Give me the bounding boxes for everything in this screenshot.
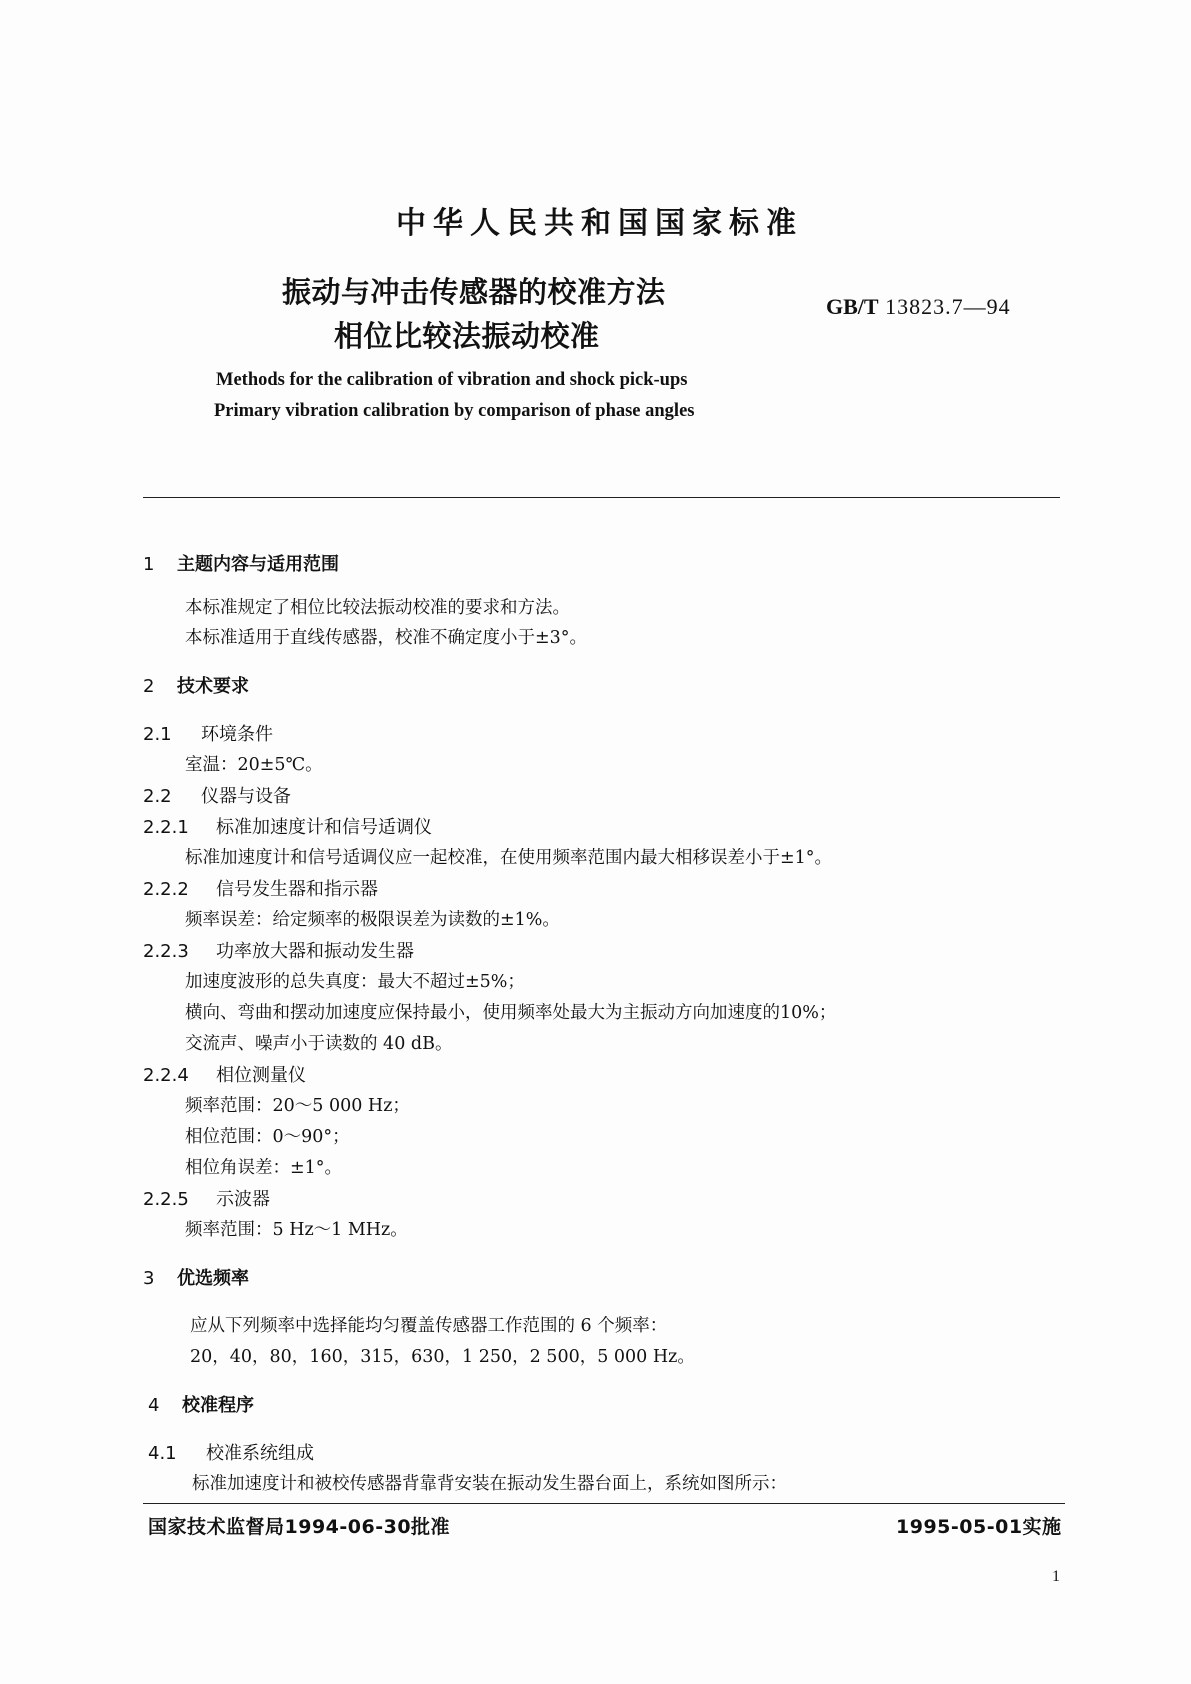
section-2-2-1-heading xyxy=(143,813,432,839)
paragraph: 20，40，80，160，315，630，1 250，2 500，5 000 Hz。 xyxy=(190,1347,695,1367)
section-2-2-5-heading xyxy=(143,1185,270,1211)
paragraph: 标准加速度计和被校传感器背靠背安装在振动发生器台面上，系统如图所示： xyxy=(192,1474,787,1494)
section-title: 优选频率 xyxy=(177,1268,249,1289)
section-number: 2.2.1 xyxy=(143,817,189,838)
section-number: 2.2.5 xyxy=(143,1189,189,1210)
document-title-line2: 相位比较法振动校准 xyxy=(334,319,600,353)
section-4-heading xyxy=(148,1391,254,1417)
section-title: 仪器与设备 xyxy=(201,786,291,807)
standard-code: 13823.7—94 xyxy=(885,294,1011,319)
section-3-heading xyxy=(143,1264,249,1290)
paragraph: 横向、弯曲和摆动加速度应保持最小，使用频率处最大为主振动方向加速度的10%； xyxy=(185,1003,837,1023)
section-number: 1 xyxy=(143,554,155,575)
paragraph: 交流声、噪声小于读数的 40 dB。 xyxy=(185,1034,453,1054)
paragraph: 标准加速度计和信号适调仪应一起校准，在使用频率范围内最大相移误差小于±1°。 xyxy=(185,848,833,868)
paragraph: 频率范围：20～5 000 Hz； xyxy=(185,1096,410,1116)
english-title-line2: Primary vibration calibration by comparison of phase angles xyxy=(214,401,695,421)
header-divider xyxy=(143,497,1060,498)
section-2-2-heading xyxy=(143,782,291,808)
english-title-line1: Methods for the calibration of vibration and shock pick-ups xyxy=(216,370,688,390)
paragraph: 加速度波形的总失真度：最大不超过±5%； xyxy=(185,972,525,992)
standard-number xyxy=(826,294,1011,320)
section-number: 2.1 xyxy=(143,724,172,745)
section-title: 主题内容与适用范围 xyxy=(177,554,339,575)
section-title: 功率放大器和振动发生器 xyxy=(216,941,414,962)
section-2-2-4-heading xyxy=(143,1061,306,1087)
section-number: 4 xyxy=(148,1395,160,1416)
section-title: 环境条件 xyxy=(201,724,273,745)
section-title: 示波器 xyxy=(216,1189,270,1210)
page-number: 1 xyxy=(1052,1568,1060,1585)
section-title: 信号发生器和指示器 xyxy=(216,879,378,900)
section-number: 3 xyxy=(143,1268,155,1289)
paragraph: 本标准规定了相位比较法振动校准的要求和方法。 xyxy=(185,598,570,618)
section-1-heading xyxy=(143,550,339,576)
section-2-2-3-heading xyxy=(143,937,414,963)
paragraph: 频率范围：5 Hz～1 MHz。 xyxy=(185,1220,408,1240)
paragraph: 相位范围：0～90°； xyxy=(185,1127,350,1147)
section-number: 2.2.3 xyxy=(143,941,189,962)
implementation-date: 1995-05-01实施 xyxy=(896,1516,1062,1538)
section-title: 校准系统组成 xyxy=(206,1443,314,1464)
section-title: 标准加速度计和信号适调仪 xyxy=(216,817,432,838)
paragraph: 本标准适用于直线传感器，校准不确定度小于±3°。 xyxy=(185,628,588,648)
footer-divider xyxy=(143,1503,1065,1504)
section-number: 2.2 xyxy=(143,786,172,807)
section-number: 2.2.4 xyxy=(143,1065,189,1086)
section-number: 2 xyxy=(143,676,155,697)
paragraph: 应从下列频率中选择能均匀覆盖传感器工作范围的 6 个频率： xyxy=(190,1316,668,1336)
section-2-1-heading xyxy=(143,720,273,746)
national-standard-heading: 中华人民共和国国家标准 xyxy=(396,206,803,241)
paragraph: 室温：20±5℃。 xyxy=(185,755,323,775)
paragraph: 频率误差：给定频率的极限误差为读数的±1%。 xyxy=(185,910,560,930)
document-title-line1: 振动与冲击传感器的校准方法 xyxy=(282,275,666,309)
section-number: 4.1 xyxy=(148,1443,177,1464)
approval-note: 国家技术监督局1994-06-30批准 xyxy=(148,1516,451,1538)
section-title: 技术要求 xyxy=(177,676,249,697)
section-number: 2.2.2 xyxy=(143,879,189,900)
section-2-heading xyxy=(143,672,249,698)
standard-prefix: GB/T xyxy=(826,294,879,319)
section-title: 校准程序 xyxy=(182,1395,254,1416)
paragraph: 相位角误差：±1°。 xyxy=(185,1158,343,1178)
section-4-1-heading xyxy=(148,1439,314,1465)
section-2-2-2-heading xyxy=(143,875,378,901)
section-title: 相位测量仪 xyxy=(216,1065,306,1086)
